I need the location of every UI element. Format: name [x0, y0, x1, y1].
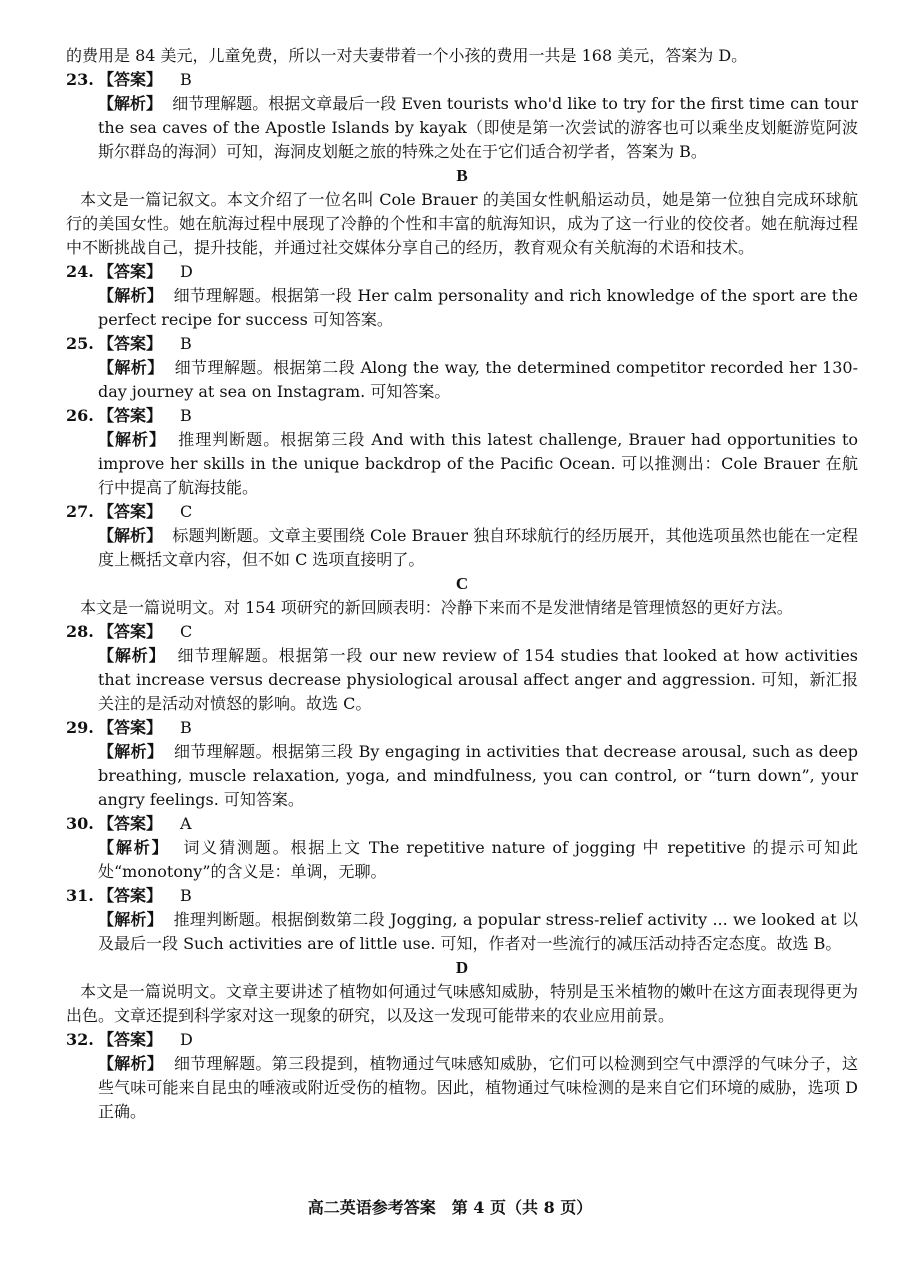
answer-key-page	[66, 44, 858, 1124]
question-number: 26.	[66, 406, 94, 425]
question-number: 31.	[66, 886, 94, 905]
explain-label: 【解析】	[98, 526, 163, 545]
question-26	[66, 404, 858, 500]
question-31	[66, 884, 858, 956]
question-number: 29.	[66, 718, 94, 737]
answer-label: 【答案】	[98, 814, 163, 833]
answer-value: B	[180, 886, 192, 905]
answer-value: C	[180, 622, 193, 641]
answer-value: D	[180, 262, 193, 281]
answer-value: D	[180, 1030, 193, 1049]
section-d-summary: 本文是一篇说明文。文章主要讲述了植物如何通过气味感知威胁，特别是玉米植物的嫩叶在这方面表现得更为出色。文章还提到科学家对这一现象的研究，以及这一发现可能带来的农业应用前景。	[66, 982, 858, 1025]
answer-value: B	[180, 70, 192, 89]
answer-label: 【答案】	[98, 70, 163, 89]
page-footer: 高二英语参考答案 第 4 页（共 8 页）	[307, 1198, 593, 1217]
section-d-heading: D	[455, 958, 469, 977]
answer-value: B	[180, 718, 192, 737]
question-24	[66, 260, 858, 332]
question-number: 25.	[66, 334, 94, 353]
explanation-text: 推理判断题。根据倒数第二段 Jogging, a popular stress-relief activity ... we looked at 以及最后一段 Such activities are of little use. 可知，作者对一些流行的减压活动持否定态度。故选 B。	[98, 910, 858, 953]
explain-label: 【解析】	[98, 430, 167, 449]
explain-label: 【解析】	[98, 838, 170, 857]
explanation-text: 推理判断题。根据第三段 And with this latest challenge, Brauer had opportunities to improve her skills in the unique backdrop of the Pacific Ocean. 可以推测出：Cole Brauer 在航行中提高了航海技能。	[98, 430, 859, 497]
question-number: 24.	[66, 262, 94, 281]
question-28	[66, 620, 858, 716]
question-30	[66, 812, 858, 884]
explanation-text: 细节理解题。根据第二段 Along the way, the determined competitor recorded her 130-day journey at sea on Instagram. 可知答案。	[98, 358, 858, 401]
answer-value: B	[180, 406, 192, 425]
answer-label: 【答案】	[98, 262, 163, 281]
explain-label: 【解析】	[98, 94, 163, 113]
answer-label: 【答案】	[98, 502, 163, 521]
continued-explanation: 的费用是 84 美元，儿童免费，所以一对夫妻带着一个小孩的费用一共是 168 美元，答案为 D。	[66, 46, 748, 65]
question-number: 27.	[66, 502, 94, 521]
explanation-text: 细节理解题。根据文章最后一段 Even tourists who'd like to try for the first time can tour the sea caves of the Apostle Islands by kayak（即使是第一次尝试的游客也可以乘坐皮划艇游览阿波斯尔群岛的海洞）可知，海洞皮划艇之旅的特殊之处在于它们适合初学者，答案为 B。	[98, 94, 858, 161]
question-number: 32.	[66, 1030, 94, 1049]
explain-label: 【解析】	[98, 646, 166, 665]
answer-label: 【答案】	[98, 622, 163, 641]
answer-label: 【答案】	[98, 406, 163, 425]
explanation-text: 细节理解题。根据第一段 Her calm personality and rich knowledge of the sport are the perfect recipe for success 可知答案。	[98, 286, 858, 329]
section-c-heading: C	[455, 574, 469, 593]
question-number: 23.	[66, 70, 94, 89]
question-25	[66, 332, 858, 404]
explanation-text: 细节理解题。根据第一段 our new review of 154 studies that looked at how activities that increase versus decrease physiological arousal affect anger and aggression. 可知，新汇报关注的是活动对愤怒的影响。故选 C。	[98, 646, 858, 713]
explain-label: 【解析】	[98, 1054, 164, 1073]
explanation-text: 标题判断题。文章主要围绕 Cole Brauer 独自环球航行的经历展开，其他选项虽然也能在一定程度上概括文章内容，但不如 C 选项直接明了。	[98, 526, 858, 569]
answer-label: 【答案】	[98, 886, 163, 905]
section-b-summary: 本文是一篇记叙文。本文介绍了一位名叫 Cole Brauer 的美国女性帆船运动员，她是第一位独自完成环球航行的美国女性。她在航海过程中展现了冷静的个性和丰富的航海知识，成为了这一行业的佼佼者。她在航海过程中不断挑战自己，提升技能，并通过社交媒体分享自己的经历，教育观众有关航海的术语和技术。	[66, 190, 858, 257]
question-number: 30.	[66, 814, 94, 833]
explain-label: 【解析】	[98, 910, 163, 929]
section-b-heading: B	[456, 166, 468, 185]
question-29	[66, 716, 858, 812]
answer-value: C	[180, 502, 193, 521]
section-c-summary: 本文是一篇说明文。对 154 项研究的新回顾表明：冷静下来而不是发泄情绪是管理愤怒的更好方法。	[80, 598, 793, 617]
answer-value: A	[180, 814, 192, 833]
answer-value: B	[180, 334, 192, 353]
answer-label: 【答案】	[98, 718, 163, 737]
answer-label: 【答案】	[98, 334, 163, 353]
question-23	[66, 68, 858, 164]
explanation-text: 细节理解题。第三段提到，植物通过气味感知威胁，它们可以检测到空气中漂浮的气味分子，这些气味可能来自昆虫的唾液或附近受伤的植物。因此，植物通过气味检测的是来自它们环境的威胁，选项 D 正确。	[98, 1054, 858, 1121]
explanation-text: 词义猜测题。根据上文 The repetitive nature of jogging 中 repetitive 的提示可知此处“monotony”的含义是：单调，无聊。	[98, 838, 858, 881]
explain-label: 【解析】	[98, 358, 164, 377]
explanation-text: 细节理解题。根据第三段 By engaging in activities that decrease arousal, such as deep breathing, muscle relaxation, yoga, and mindfulness, you can control, or “turn down”, your angry feelings. 可知答案。	[98, 742, 858, 809]
answer-label: 【答案】	[98, 1030, 163, 1049]
explain-label: 【解析】	[98, 286, 163, 305]
question-27	[66, 500, 858, 572]
question-number: 28.	[66, 622, 94, 641]
question-32	[66, 1028, 858, 1124]
explain-label: 【解析】	[98, 742, 164, 761]
